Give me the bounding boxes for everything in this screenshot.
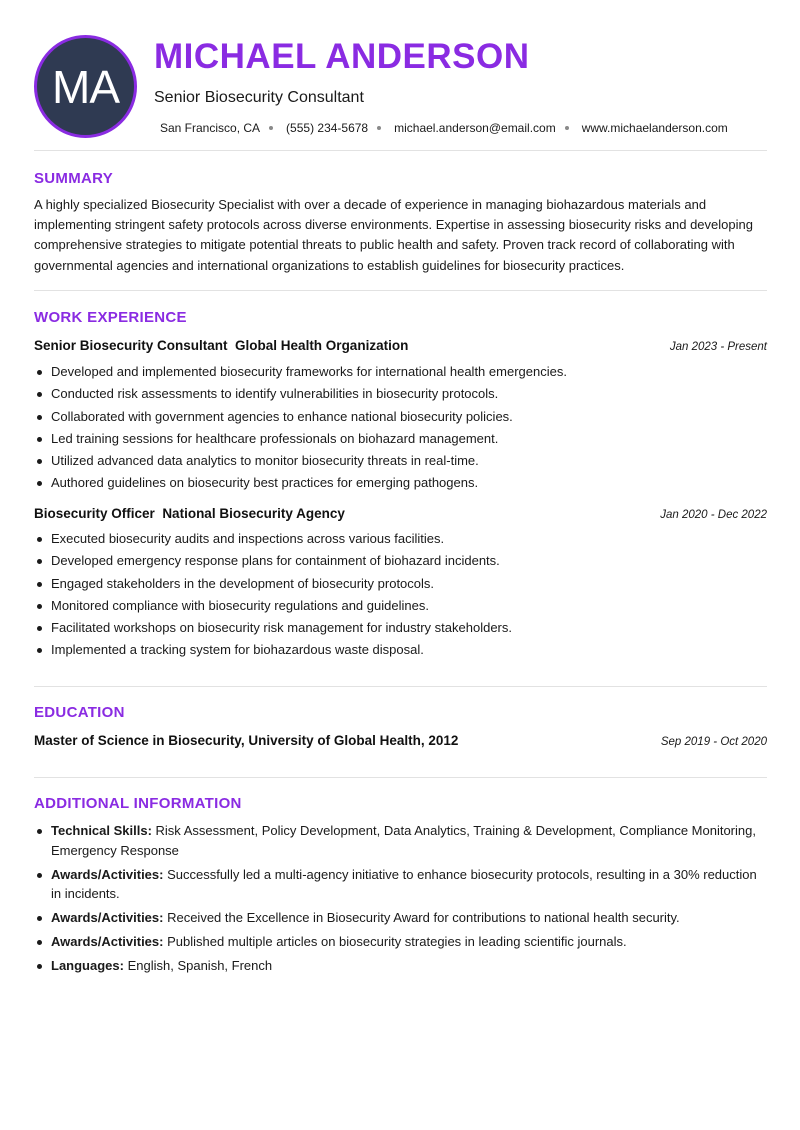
list-item: Conducted risk assessments to identify vulnerabilities in biosecurity protocols. — [34, 383, 767, 405]
list-item: Developed emergency response plans for containment of biohazard incidents. — [34, 550, 767, 572]
education-degree: Master of Science in Biosecurity, University of Global Health, 2012 — [34, 733, 459, 748]
section-title-education: EDUCATION — [34, 704, 125, 721]
job-bullets — [34, 361, 767, 495]
divider — [34, 290, 767, 291]
summary-text: A highly specialized Biosecurity Specialist with over a decade of experience in managing biohazardous materials and implementing stringent safety protocols across diverse environments. Expertise in assessing biosecurity risks and developing comprehensive strategies to mitigate potential threats to public health and safety. Proven track record of collaborating with governmental agencies and international organizations to establish guidelines for biosecurity practices. — [34, 197, 753, 273]
job-company: Global Health Organization — [235, 338, 409, 353]
separator-dot — [565, 126, 569, 130]
avatar-initials: MA — [52, 60, 119, 113]
section-title-experience: WORK EXPERIENCE — [34, 309, 187, 326]
list-item: Executed biosecurity audits and inspections across various facilities. — [34, 528, 767, 550]
education-entry — [34, 733, 767, 748]
list-item — [34, 956, 767, 976]
info-label: Technical Skills: — [51, 823, 152, 838]
info-text: Received the Excellence in Biosecurity Award for contributions to national health security. — [163, 910, 680, 925]
job-role: Senior Biosecurity Consultant — [34, 338, 228, 353]
info-label: Languages: — [51, 958, 124, 973]
job-role-company — [34, 338, 408, 353]
separator-dot — [269, 126, 273, 130]
list-item — [34, 865, 767, 904]
list-item: Led training sessions for healthcare professionals on biohazard management. — [34, 428, 767, 450]
job-date: Jan 2023 - Present — [669, 341, 767, 353]
section-title-summary: SUMMARY — [34, 170, 114, 187]
education-date: Sep 2019 - Oct 2020 — [660, 736, 767, 748]
contact-website[interactable]: www.michaelanderson.com — [581, 121, 728, 135]
job-bullets — [34, 528, 767, 662]
list-item: Implemented a tracking system for biohazardous waste disposal. — [34, 639, 767, 661]
info-text: Successfully led a multi-agency initiative to enhance biosecurity protocols, resulting in a 30% reduction in incidents. — [51, 866, 757, 901]
divider — [34, 150, 767, 151]
info-text: Risk Assessment, Policy Development, Data Analytics, Training & Development, Compliance Monitoring, Emergency Response — [51, 823, 756, 858]
info-label: Awards/Activities: — [51, 866, 164, 882]
info-text: Published multiple articles on biosecurity strategies in leading scientific journals. — [163, 934, 627, 949]
job-role: Biosecurity Officer — [34, 506, 155, 521]
info-label: Awards/Activities: — [51, 910, 164, 925]
list-item — [34, 821, 767, 860]
contact-email[interactable]: michael.anderson@email.com — [394, 121, 556, 135]
separator-dot — [377, 126, 381, 130]
divider — [34, 686, 767, 687]
info-label: Awards/Activities: — [51, 934, 164, 949]
candidate-title: Senior Biosecurity Consultant — [154, 89, 364, 106]
list-item: Collaborated with government agencies to enhance national biosecurity policies. — [34, 406, 767, 428]
list-item: Monitored compliance with biosecurity regulations and guidelines. — [34, 595, 767, 617]
list-item: Facilitated workshops on biosecurity risk management for industry stakeholders. — [34, 617, 767, 639]
list-item — [34, 908, 767, 928]
contact-phone[interactable]: (555) 234-5678 — [286, 121, 369, 135]
job-role-company — [34, 506, 345, 521]
list-item: Engaged stakeholders in the development of biosecurity protocols. — [34, 573, 767, 595]
additional-info-list — [34, 821, 767, 980]
list-item — [34, 932, 767, 952]
contact-location: San Francisco, CA — [160, 121, 261, 135]
job-date: Jan 2020 - Dec 2022 — [660, 509, 767, 521]
avatar — [34, 35, 137, 138]
list-item: Utilized advanced data analytics to monitor biosecurity threats in real-time. — [34, 450, 767, 472]
job-company: National Biosecurity Agency — [162, 506, 345, 521]
list-item: Developed and implemented biosecurity frameworks for international health emergencies. — [34, 361, 767, 383]
candidate-name: MICHAEL ANDERSON — [154, 37, 530, 76]
info-text: English, Spanish, French — [123, 958, 273, 973]
section-title-additional: ADDITIONAL INFORMATION — [34, 795, 242, 812]
contact-bar — [160, 121, 728, 135]
divider — [34, 777, 767, 778]
list-item: Authored guidelines on biosecurity best practices for emerging pathogens. — [34, 472, 767, 494]
job-header — [34, 506, 767, 521]
job-header — [34, 338, 767, 353]
